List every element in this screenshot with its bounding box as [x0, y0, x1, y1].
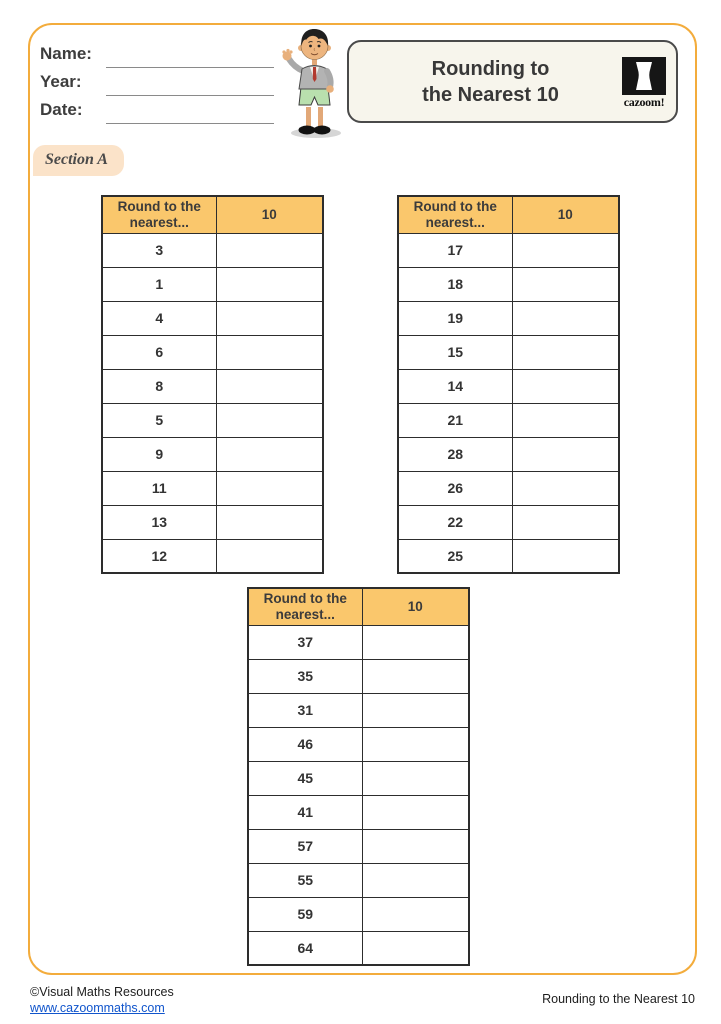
- answer-cell: [216, 369, 323, 403]
- table-header-row: [248, 588, 469, 625]
- answer-cell: [362, 795, 469, 829]
- number-cell: 11: [102, 471, 216, 505]
- section-a-badge: Section A: [33, 145, 124, 176]
- rounding-table-3: [247, 587, 470, 966]
- date-field-row: [40, 100, 274, 128]
- table-row: [102, 403, 323, 437]
- number-cell: 46: [248, 727, 362, 761]
- answer-cell: [362, 727, 469, 761]
- table-row: [248, 931, 469, 965]
- table-row: [102, 505, 323, 539]
- answer-cell: [512, 267, 619, 301]
- answer-cell: [362, 659, 469, 693]
- answer-cell: [512, 403, 619, 437]
- answer-cell: [362, 625, 469, 659]
- cazoom-logo: [620, 57, 668, 110]
- table-row: [398, 233, 619, 267]
- answer-cell: [512, 539, 619, 573]
- number-cell: 18: [398, 267, 512, 301]
- year-line: [106, 95, 274, 96]
- table-row: [398, 471, 619, 505]
- number-cell: 41: [248, 795, 362, 829]
- answer-cell: [216, 335, 323, 369]
- table-row: [398, 403, 619, 437]
- answer-cell: [362, 897, 469, 931]
- answer-cell: [512, 471, 619, 505]
- round-to-nearest-header: Round to the nearest...: [102, 196, 216, 233]
- answer-cell: [512, 335, 619, 369]
- number-cell: 4: [102, 301, 216, 335]
- number-cell: 25: [398, 539, 512, 573]
- answer-cell: [362, 829, 469, 863]
- table-row: [102, 471, 323, 505]
- table-row: [248, 863, 469, 897]
- answer-cell: [512, 437, 619, 471]
- answer-cell: [216, 505, 323, 539]
- answer-cell: [362, 761, 469, 795]
- answer-cell: [216, 471, 323, 505]
- answer-cell: [512, 301, 619, 335]
- number-cell: 17: [398, 233, 512, 267]
- number-cell: 26: [398, 471, 512, 505]
- name-field-row: [40, 44, 274, 72]
- name-line: [106, 67, 274, 68]
- table-row: [102, 369, 323, 403]
- year-label: Year:: [40, 72, 82, 91]
- answer-cell: [216, 301, 323, 335]
- round-to-nearest-header: Round to the nearest...: [398, 196, 512, 233]
- schoolboy-mascot: [272, 27, 352, 144]
- number-cell: 55: [248, 863, 362, 897]
- footer-doc-title: Rounding to the Nearest 10: [542, 992, 695, 1006]
- cazoom-glass-icon: [622, 57, 666, 95]
- table-header-row: [398, 196, 619, 233]
- table-row: [398, 437, 619, 471]
- table-row: [102, 437, 323, 471]
- title-line-2: the Nearest 10: [422, 83, 559, 106]
- rounding-table-2: [397, 195, 620, 574]
- table-row: [398, 301, 619, 335]
- number-cell: 28: [398, 437, 512, 471]
- number-cell: 35: [248, 659, 362, 693]
- table-row: [248, 727, 469, 761]
- number-cell: 37: [248, 625, 362, 659]
- number-cell: 1: [102, 267, 216, 301]
- answer-cell: [216, 403, 323, 437]
- cazoom-logo-text: cazoom!: [623, 95, 665, 109]
- answer-cell: [216, 267, 323, 301]
- footer-left: [30, 984, 174, 1017]
- number-cell: 31: [248, 693, 362, 727]
- number-cell: 8: [102, 369, 216, 403]
- rounding-table-1: [101, 195, 324, 574]
- answer-cell: [216, 437, 323, 471]
- answer-cell: [362, 931, 469, 965]
- table-row: [102, 335, 323, 369]
- number-cell: 13: [102, 505, 216, 539]
- name-label: Name:: [40, 44, 92, 63]
- number-cell: 45: [248, 761, 362, 795]
- table-row: [248, 625, 469, 659]
- table-row: [398, 267, 619, 301]
- number-cell: 19: [398, 301, 512, 335]
- table-row: [248, 693, 469, 727]
- number-cell: 5: [102, 403, 216, 437]
- nearest-10-header: 10: [216, 196, 323, 233]
- number-cell: 3: [102, 233, 216, 267]
- table-row: [248, 795, 469, 829]
- table-row: [248, 761, 469, 795]
- number-cell: 59: [248, 897, 362, 931]
- answer-cell: [512, 233, 619, 267]
- number-cell: 22: [398, 505, 512, 539]
- table-row: [102, 301, 323, 335]
- table-row: [398, 505, 619, 539]
- table-row: [248, 829, 469, 863]
- table-row: [398, 335, 619, 369]
- number-cell: 14: [398, 369, 512, 403]
- number-cell: 64: [248, 931, 362, 965]
- copyright-text: ©Visual Maths Resources: [30, 985, 174, 999]
- table-row: [398, 369, 619, 403]
- number-cell: 6: [102, 335, 216, 369]
- answer-cell: [362, 693, 469, 727]
- year-field-row: [40, 72, 274, 100]
- table-header-row: [102, 196, 323, 233]
- answer-cell: [362, 863, 469, 897]
- number-cell: 15: [398, 335, 512, 369]
- date-line: [106, 123, 274, 124]
- cazoommaths-link[interactable]: www.cazoommaths.com: [30, 1001, 165, 1016]
- number-cell: 21: [398, 403, 512, 437]
- title-box: [347, 40, 678, 123]
- table-row: [248, 897, 469, 931]
- table-row: [102, 539, 323, 573]
- nearest-10-header: 10: [512, 196, 619, 233]
- title-line-1: Rounding to: [431, 57, 550, 80]
- student-info-fields: [40, 44, 274, 128]
- answer-cell: [512, 505, 619, 539]
- answer-cell: [216, 233, 323, 267]
- table-row: [102, 233, 323, 267]
- date-label: Date:: [40, 100, 83, 119]
- round-to-nearest-header: Round to the nearest...: [248, 588, 362, 625]
- table-row: [398, 539, 619, 573]
- number-cell: 12: [102, 539, 216, 573]
- number-cell: 57: [248, 829, 362, 863]
- answer-cell: [512, 369, 619, 403]
- answer-cell: [216, 539, 323, 573]
- nearest-10-header: 10: [362, 588, 469, 625]
- table-row: [248, 659, 469, 693]
- table-row: [102, 267, 323, 301]
- number-cell: 9: [102, 437, 216, 471]
